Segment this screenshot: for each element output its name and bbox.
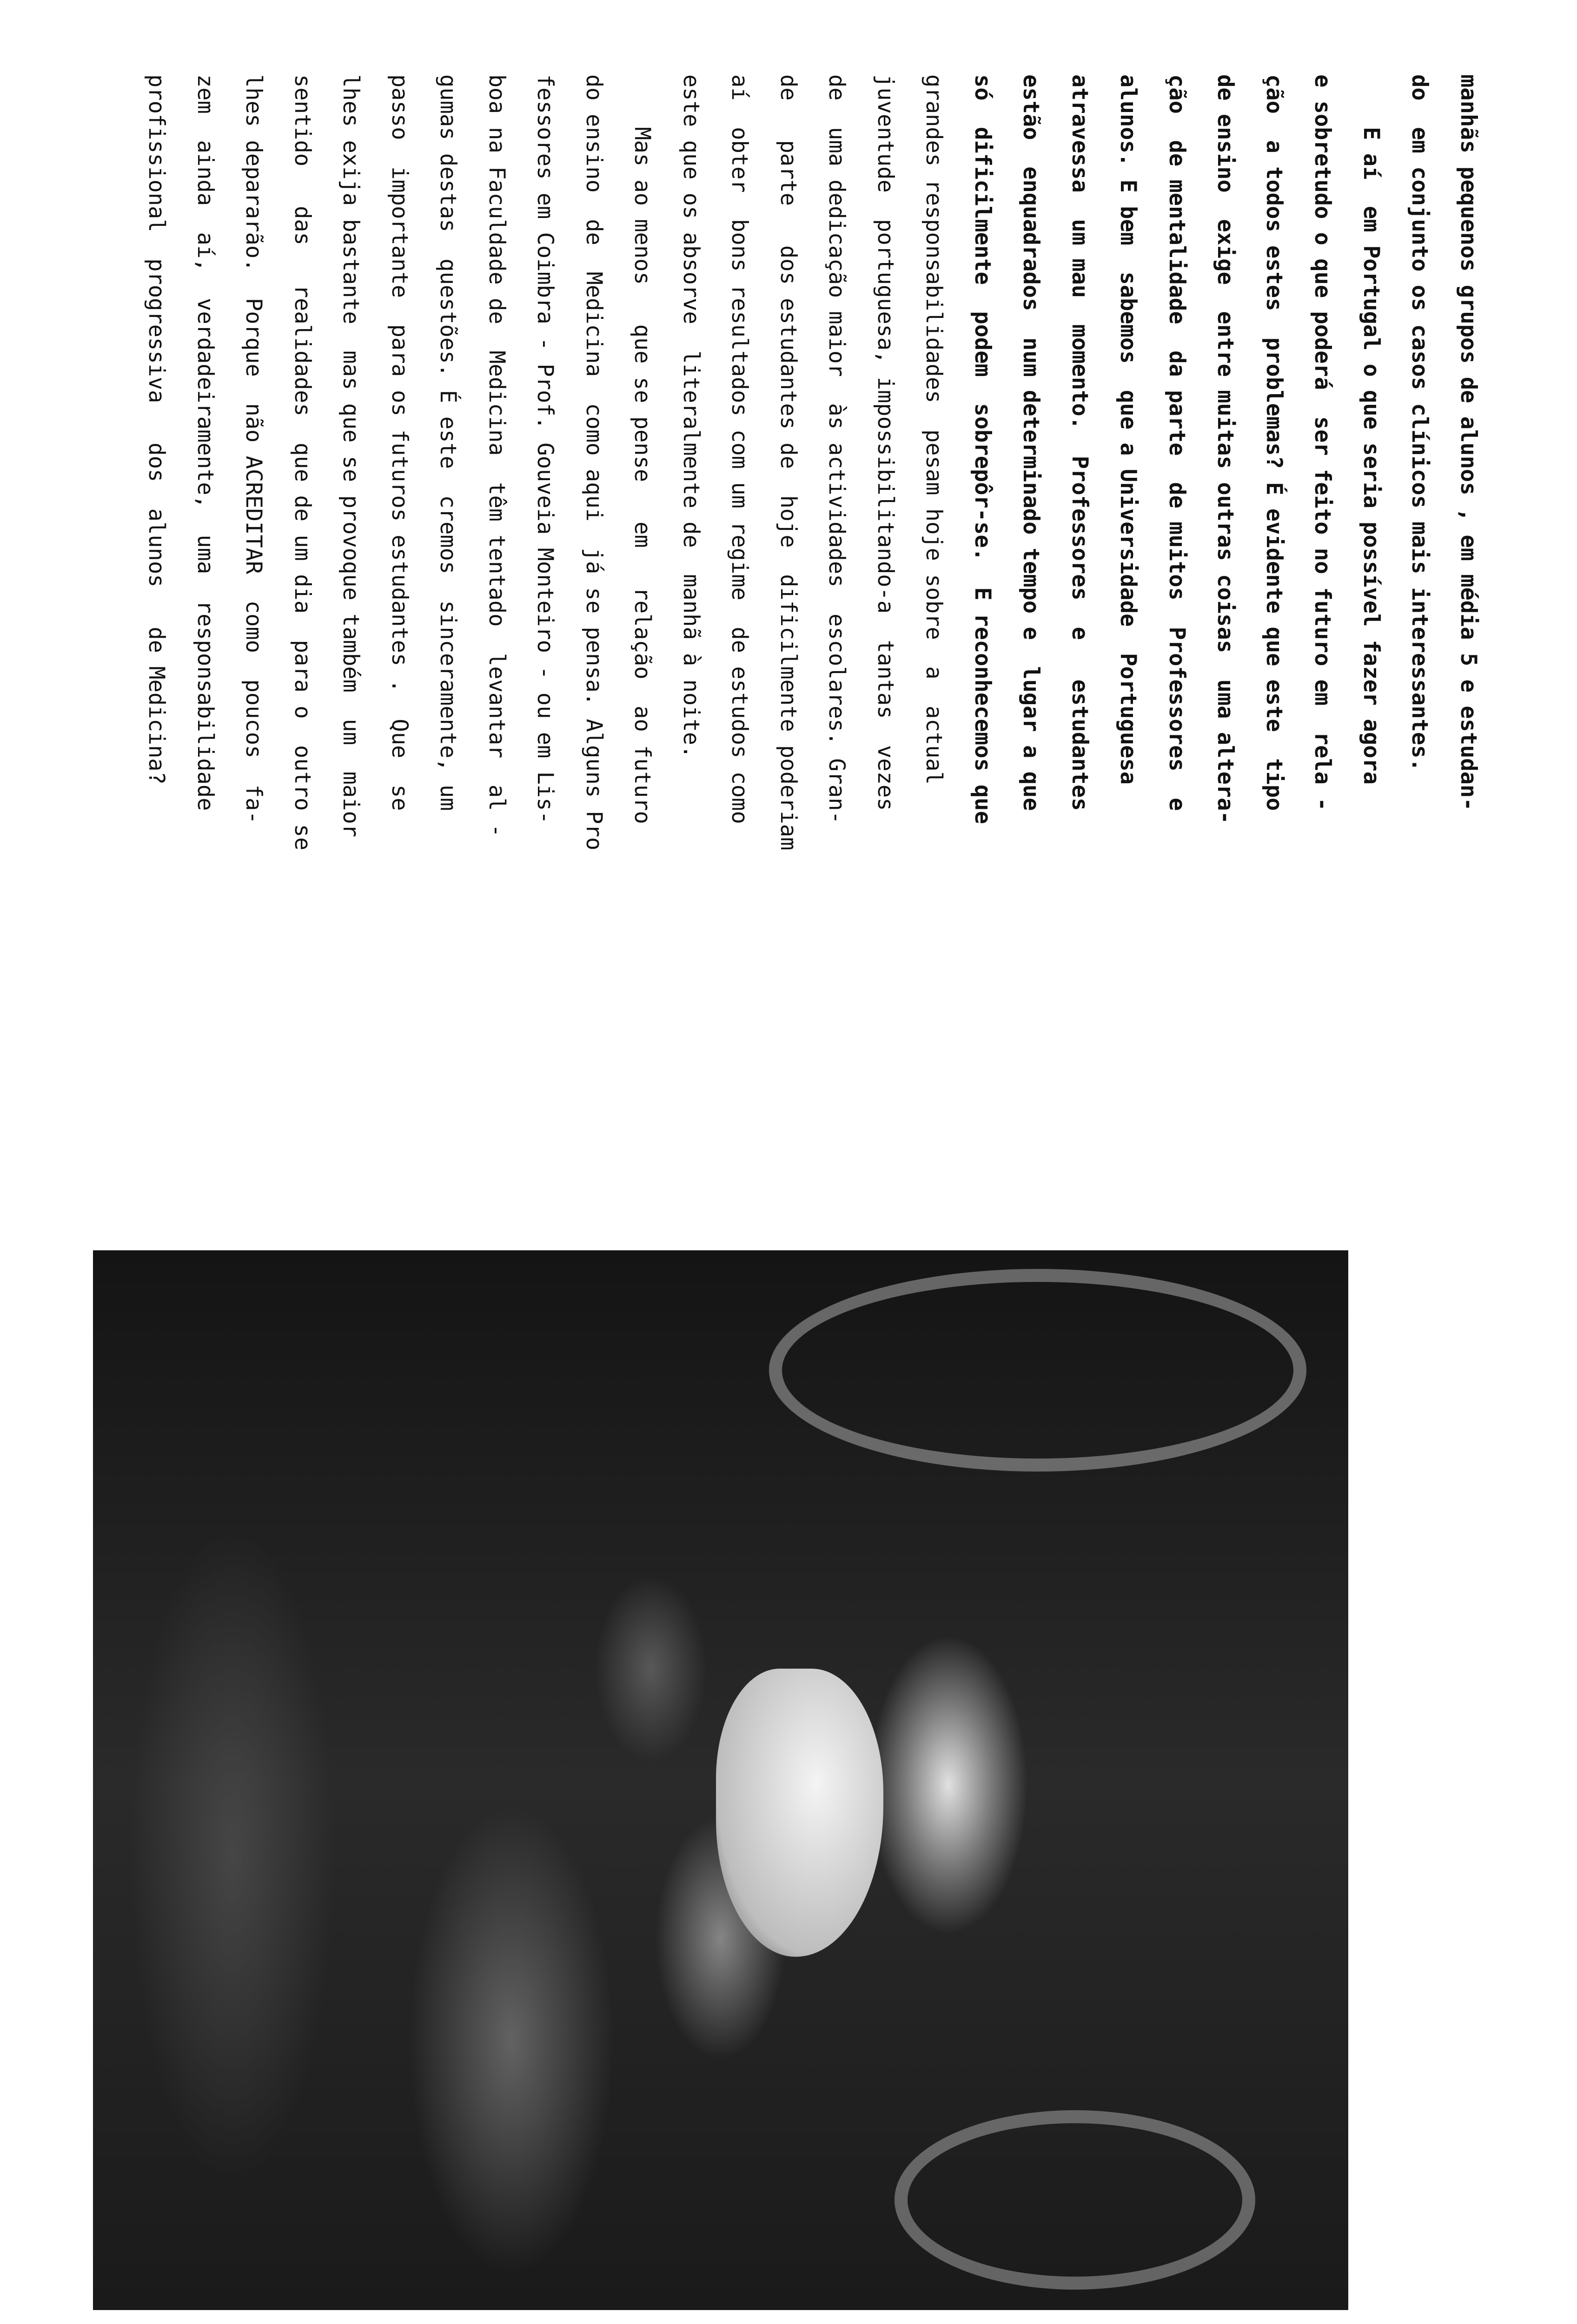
text-line: e sobretudo o que poderá ser feito no futuro em rela -: [1310, 74, 1336, 811]
text-line: ção de mentalidade da parte de muitos Professores e: [1164, 74, 1190, 811]
text-line: do ensino de Medicina como aqui já se pensa. Alguns Pro: [581, 74, 607, 851]
text-line: estão enquadrados num determinado tempo e lugar a que: [1018, 74, 1044, 811]
text-line: passo importante para os futuros estudantes . Que se: [387, 74, 412, 811]
text-line: atravessa um mau momento. Professores e estudantes: [1067, 74, 1093, 811]
text-line: lhes depararão. Porque não ACREDITAR como poucos fa-: [241, 74, 267, 824]
text-line: sentido das realidades que de um dia para o outro se: [290, 74, 315, 851]
text-line: E aí em Portugal o que seria possível fazer agora: [1358, 74, 1384, 785]
body-text: [132, 74, 1492, 1153]
text-line: de ensino exige entre muitas outras coisas uma altera-: [1213, 74, 1239, 824]
photo-ring-right: [895, 2110, 1255, 2290]
text-line: de uma dedicação maior às actividades escolares. Gran-: [824, 74, 850, 824]
text-line: de parte dos estudantes de hoje dificilmente poderiam: [775, 74, 801, 851]
text-line: zem ainda aí, verdadeiramente, uma responsabilidade: [192, 74, 218, 811]
text-line: Mas ao menos que se pense em relação ao futuro: [629, 74, 656, 824]
text-line: grandes responsabilidades pesam hoje sobre a actual: [921, 74, 947, 785]
text-line: boa na Faculdade de Medicina têm tentado levantar al -: [484, 74, 510, 838]
text-line: só dificilmente podem sobrepôr-se. E reconhecemos que: [970, 74, 995, 824]
text-line: juventude portuguesa, impossibilitando-a tantas vezes: [873, 74, 898, 811]
text-line: fessores em Coimbra - Prof. Gouveia Monteiro - ou em Lis-: [532, 74, 558, 824]
text-line: aí obter bons resultados com um regime de estudos como: [727, 74, 753, 824]
photo-cloth: [716, 1669, 883, 1957]
text-line: manhãs pequenos grupos de alunos , em média 5 e estudan-: [1456, 74, 1481, 811]
rotated-page: [56, 74, 1506, 2324]
text-line: lhes exija bastante mas que se provoque também um maior: [338, 74, 364, 838]
photograph: [93, 1250, 1348, 2310]
text-line: profissional progressiva dos alunos de Medicina?: [144, 74, 170, 785]
text-line: do em conjunto os casos clínicos mais interessantes.: [1407, 74, 1433, 772]
text-line: este que os absorve literalmente de manhã à noite.: [678, 74, 704, 759]
photo-ring-left: [769, 1269, 1306, 1472]
text-line: ção a todos estes problemas? É evidente que este tipo: [1261, 74, 1287, 811]
text-line: gumas destas questões. É este cremos sinceramente, um: [435, 74, 461, 811]
text-line: alunos. E bem sabemos que a Universidade Portuguesa: [1115, 74, 1141, 785]
